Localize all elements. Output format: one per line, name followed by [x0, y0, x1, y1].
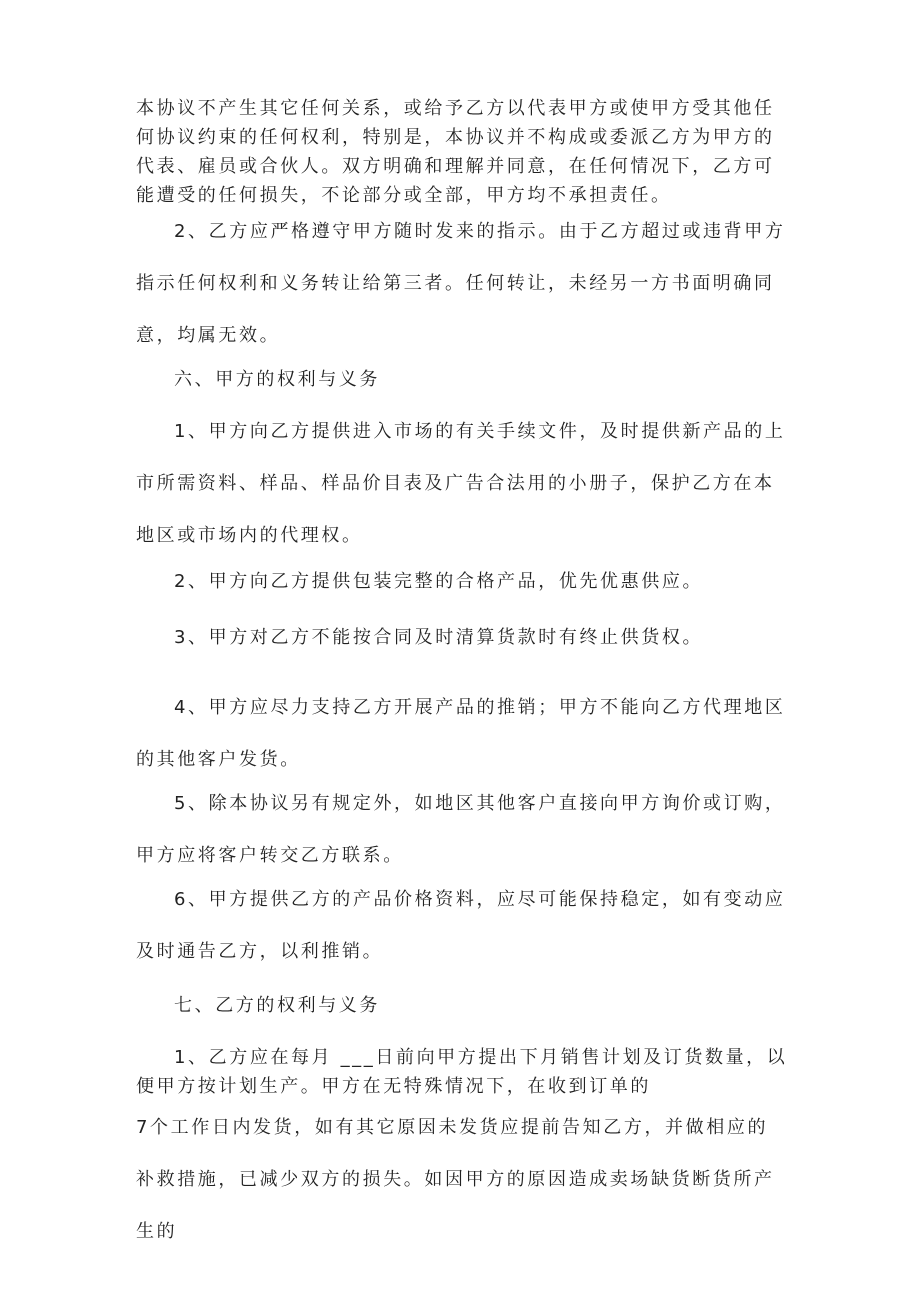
paragraph-item-6-5: 5、除本协议另有规定外，如地区其他客户直接向甲方询价或订购，甲方应将客户转交乙方联系。 [136, 793, 786, 866]
paragraph-item-6-6: 6、甲方提供乙方的产品价格资料，应尽可能保持稳定，如有变动应及时通告乙方，以利推销。 [136, 889, 786, 962]
paragraph-item-6-3: 3、甲方对乙方不能按合同及时清算货款时有终止供货权。 [174, 627, 704, 648]
paragraph-item-2: 2、乙方应严格遵守甲方随时发来的指示。由于乙方超过或违背甲方指示任何权利和义务转让给第三者。任何转让，未经另一方书面明确同意，均属无效。 [136, 221, 786, 346]
section-heading-6: 六、甲方的权利与义务 [174, 369, 380, 390]
paragraph-item-7-1-part1: 1、乙方应在每月 ___日前向甲方提出下月销售计划及订货数量，以便甲方按计划生产。甲方在无特殊情况下，在收到订单的 [136, 1047, 788, 1097]
section-heading-7: 七、乙方的权利与义务 [174, 995, 380, 1016]
paragraph-agreement-relationship: 本协议不产生其它任何关系，或给予乙方以代表甲方或使甲方受其他任何协议约束的任何权利，特别是，本协议并不构成或委派乙方为甲方的代表、雇员或合伙人。双方明确和理解并同意，在任何情况下，乙方可能遭受的任何损失，不论部分或全部，甲方均不承担责任。 [136, 98, 775, 206]
paragraph-item-6-4: 4、甲方应尽力支持乙方开展产品的推销；甲方不能向乙方代理地区的其他客户发货。 [136, 697, 786, 770]
paragraph-item-6-1: 1、甲方向乙方提供进入市场的有关手续文件，及时提供新产品的上市所需资料、样品、样品价目表及广告合法用的小册子，保护乙方在本地区或市场内的代理权。 [136, 421, 786, 546]
paragraph-item-6-2: 2、甲方向乙方提供包装完整的合格产品，优先优惠供应。 [174, 571, 704, 592]
paragraph-item-7-1-part2: 7个工作日内发货，如有其它原因未发货应提前告知乙方，并做相应的补救措施，已减少双方的损失。如因甲方的原因造成卖场缺货断货所产生的 [136, 1117, 775, 1242]
